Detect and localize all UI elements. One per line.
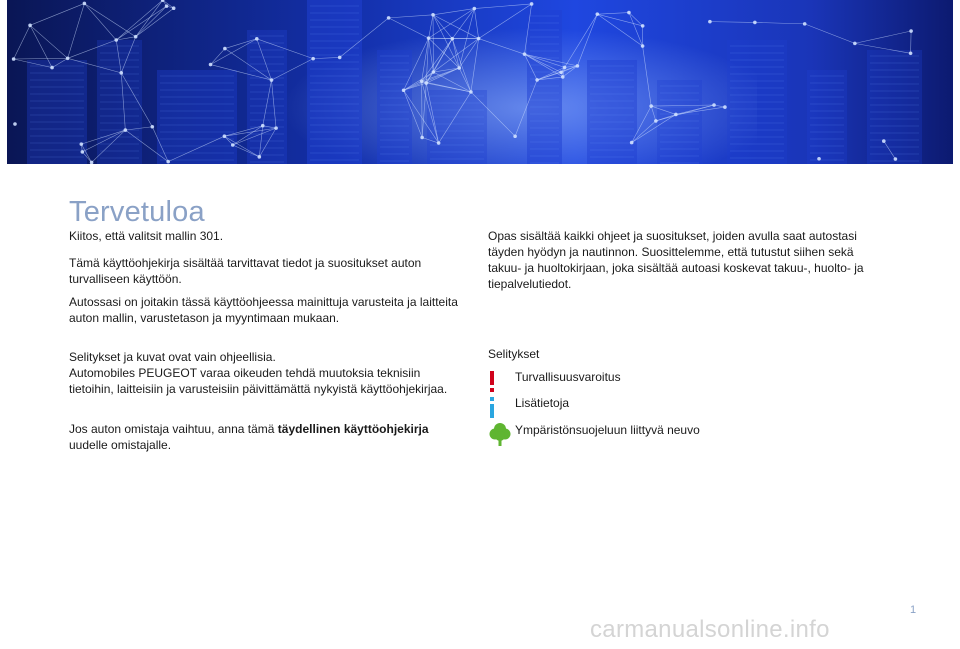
page-number: 1 [910,604,917,616]
ownership-text-bold: täydellinen käyttöohjekirja [277,422,429,436]
right-column [488,228,878,292]
legend-label: Lisätietoja [515,396,570,410]
page-title: Tervetuloa [69,196,205,228]
left-column [69,228,464,453]
legend-label: Ympäristönsuojeluun liittyvä neuvo [515,423,700,437]
ownership-text-end: uudelle omistajalle. [69,438,172,452]
intro-paragraph: Kiitos, että valitsit mallin 301. [69,229,224,243]
ownership-text-start: Jos auton omistaja vaihtuu, anna tämä [69,422,278,436]
manual-purpose-paragraph: Tämä käyttöohjekirja sisältää tarvittavat tiedot ja suositukset auton turvalliseen käyttöön. [69,256,422,286]
warning-exclamation-icon [488,370,512,394]
disclaimer-line-2: Automobiles PEUGEOT varaa oikeuden tehdä muutoksia teknisiin tietoihin, laitteisiin ja varusteisiin päivittämättä nykyistä käyttöohjekirjaa. [69,366,448,396]
tree-icon [488,423,512,447]
disclaimer-line-1: Selitykset ja kuvat ovat vain ohjeellisia. [69,350,276,364]
info-icon [488,396,512,420]
header-banner-image [7,0,953,164]
ownership-paragraph [69,421,464,453]
watermark: carmanualsonline.info [590,616,830,643]
disclaimer-paragraph [69,349,464,397]
legend-label: Turvallisuusvaroitus [515,370,621,384]
city-network-illustration [7,0,953,164]
guide-paragraph: Opas sisältää kaikki ohjeet ja suositukset, joiden avulla saat autostasi täyden hyödyn ja nautinnon. Suosittelemme, että tutustut siihen sekä takuu- ja huoltokirjaan, joka sisältää autoasi koskevat takuu-, huolto- ja tiepalvelutiedot. [488,229,864,291]
legend-title: Selitykset [488,347,540,361]
equipment-paragraph: Autossasi on joitakin tässä käyttöohjeessa mainittuja varusteita ja laitteita auton mallin, varustetason ja myyntimaan mukaan. [69,295,458,325]
